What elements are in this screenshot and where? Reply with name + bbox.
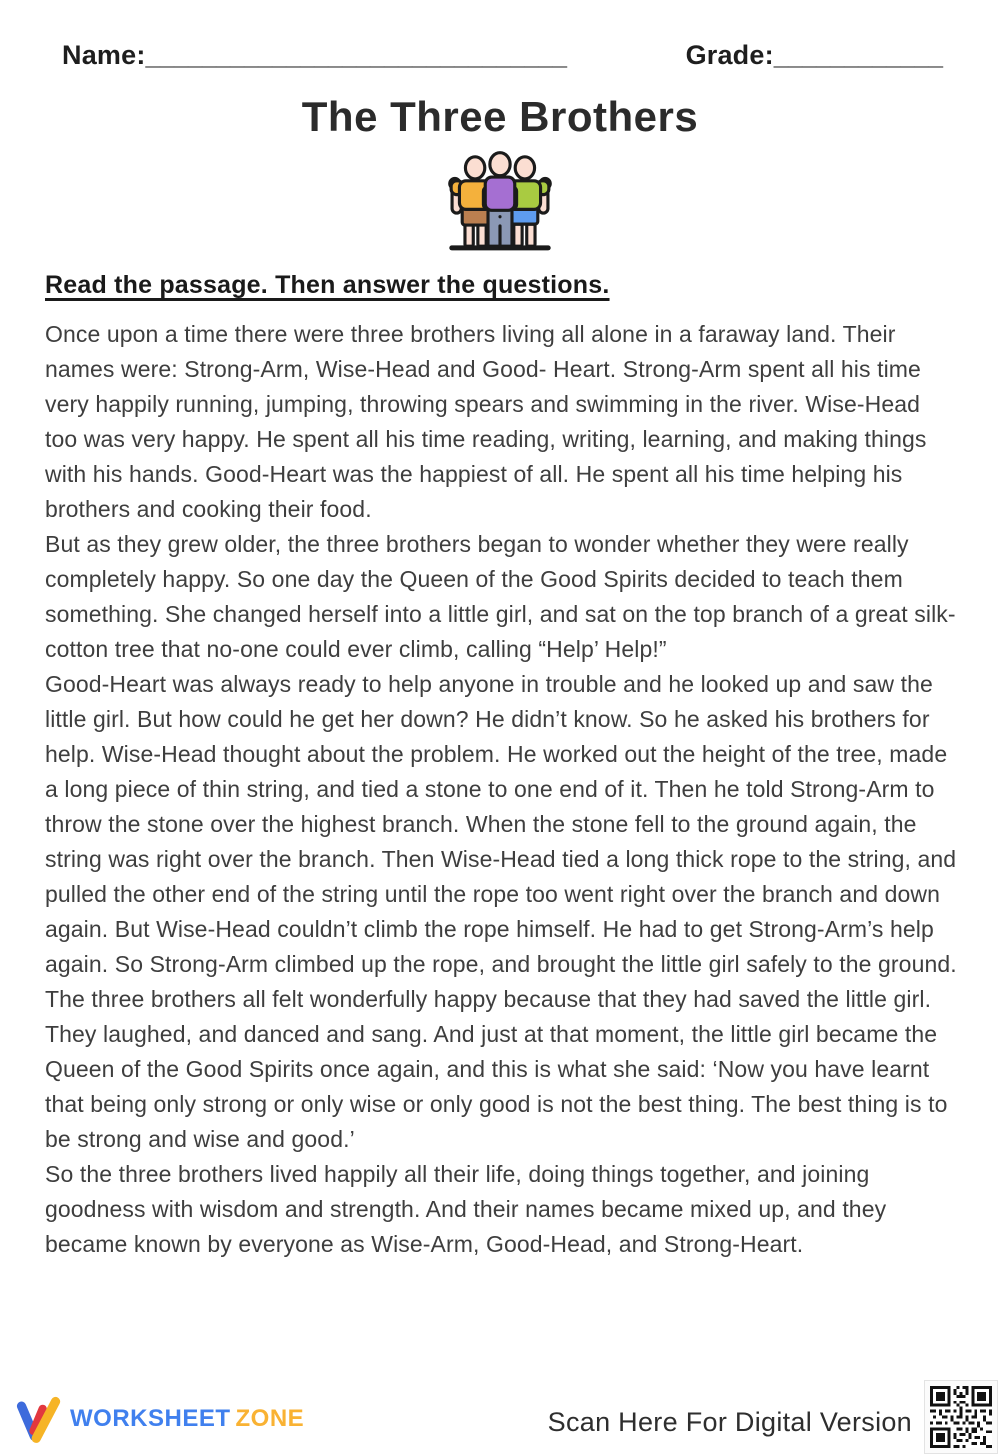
header-row <box>62 40 942 71</box>
worksheet-page <box>0 40 1000 1454</box>
grade-field <box>686 40 942 71</box>
qr-code-image <box>930 1386 992 1448</box>
passage-text <box>45 317 958 1262</box>
brand-word-zone: ZONE <box>235 1405 305 1432</box>
grade-blank-line: ____________ <box>773 40 942 70</box>
qr-code <box>924 1380 998 1454</box>
brand-word-worksheet: WORKSHEET <box>70 1405 231 1432</box>
name-label: Name: <box>62 40 146 70</box>
passage-paragraph: Good-Heart was always ready to help anyone in trouble and he looked up and saw the little girl. But how could he get her down? He didn’t know. So he asked his brothers for help. Wise-Head thought about the problem. He worked out the height of the tree, made a long piece of thin string, and tied a stone to one end of it. Then he told Strong-Arm to throw the stone over the highest branch. When the stone fell to the ground again, the string was right over the branch. Then Wise-Head tied a long thick rope to the string, and pulled the other end of the string until the rope too went right over the branch and down again. But Wise-Head couldn’t climb the rope himself. He had to get Strong-Arm’s help again. So Strong-Arm climbed up the rope, and brought the little girl safely to the ground. The three brothers all felt wonderfully happy because that they had saved the little girl. They laughed, and danced and sang. And just at that moment, the little girl became the Queen of the Good Spirits once again, and this is what she said: ‘Now you have learnt that being only strong or only wise or only good is not the best thing. The best thing is to be strong and wise and good.’ <box>45 671 957 1152</box>
footer <box>0 1364 1000 1454</box>
worksheetzone-logo <box>16 1394 304 1444</box>
three-brothers-icon <box>441 149 559 255</box>
name-blank-line: ______________________________ <box>145 40 567 70</box>
worksheetzone-w-icon <box>16 1394 62 1444</box>
name-field <box>62 40 566 71</box>
passage-paragraph: But as they grew older, the three brothers began to wonder whether they were really completely happy. So one day the Queen of the Good Spirits decided to teach them something. She changed herself into a little girl, and sat on the top branch of a great silk-cotton tree that no-one could ever climb, calling “Help’ Help!” <box>45 531 956 662</box>
passage-paragraph: Once upon a time there were three brothers living all alone in a faraway land. Their names were: Strong-Arm, Wise-Head and Good- Heart. Strong-Arm spent all his time very happily running, jumping, throwing spears and swimming in the river. Wise-Head too was very happy. He spent all his time reading, writing, learning, and making things with his hands. Good-Heart was the happiest of all. He spent all his time helping his brothers and cooking their food. <box>45 321 927 522</box>
scan-instruction: Scan Here For Digital Version <box>547 1407 912 1437</box>
worksheetzone-wordmark <box>70 1405 304 1433</box>
grade-label: Grade: <box>685 40 774 70</box>
passage-paragraph: So the three brothers lived happily all their life, doing things together, and joining goodness with wisdom and strength. And their names became mixed up, and they became known by everyone as Wise-Arm, Good-Head, and Strong-Heart. <box>45 1161 887 1257</box>
three-brothers-illustration <box>0 149 1000 259</box>
page-title: The Three Brothers <box>301 93 699 140</box>
instruction-heading: Read the passage. Then answer the questions. <box>45 271 610 299</box>
